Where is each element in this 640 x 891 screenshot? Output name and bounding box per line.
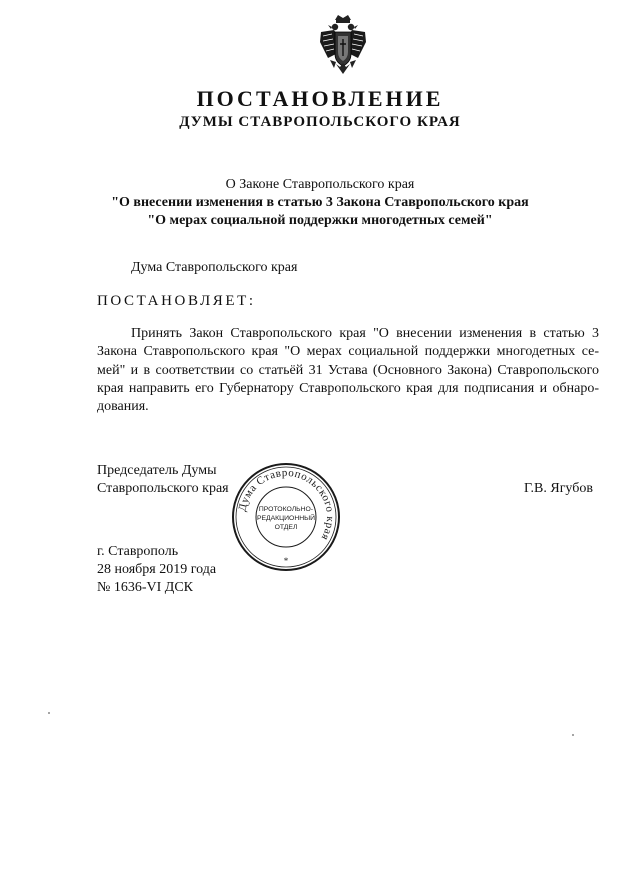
official-seal-stamp bbox=[231, 462, 341, 572]
adoption-date: 28 ноября 2019 года bbox=[97, 562, 217, 577]
seal-center-line-1: ПРОТОКОЛЬНО- bbox=[258, 506, 314, 513]
subject-line-2: "О внесении изменения в статью 3 Закона Ставропольского края bbox=[111, 195, 529, 210]
subject-line-1: О Законе Ставропольского края bbox=[225, 177, 415, 192]
seal-center-line-2: РЕДАКЦИОННЫЙ bbox=[256, 515, 316, 522]
subject-line-3: "О мерах социальной поддержки многодетных семей" bbox=[147, 213, 493, 228]
place-of-adoption: г. Ставрополь bbox=[97, 544, 179, 559]
seal-star-icon: * bbox=[283, 556, 289, 566]
scan-speck bbox=[48, 712, 50, 714]
seal-ring-text: Дума Ставропольского края bbox=[236, 466, 337, 543]
document-title: ПОСТАНОВЛЕНИЕ bbox=[196, 86, 444, 111]
signatory-position-line-2: Ставропольского края bbox=[97, 481, 229, 496]
seal-center-line-3: ОТДЕЛ bbox=[274, 524, 298, 531]
decree-heading: ПОСТАНОВЛЯЕТ: bbox=[97, 293, 256, 309]
decree-paragraph: Принять Закон Ставропольского края "О внесении изменения в статью 3 Закона Ставропольского края "О мерах социальной поддержки многодетных семей" и в соответствии со статьёй 31 Устава (Основного Закона) Ставропольского края направить его Губернатору Ставропольского края для подписания и обнародования. bbox=[97, 326, 599, 415]
coat-of-arms-icon bbox=[318, 14, 368, 76]
issuing-body: Дума Ставропольского края bbox=[131, 260, 298, 275]
signatory-position-line-1: Председатель Думы bbox=[97, 463, 217, 478]
signatory-name: Г.В. Ягубов bbox=[524, 481, 593, 496]
document-subtitle: ДУМЫ СТАВРОПОЛЬСКОГО КРАЯ bbox=[179, 114, 461, 130]
document-number: № 1636-VI ДСК bbox=[97, 580, 194, 595]
scan-speck bbox=[572, 734, 574, 736]
